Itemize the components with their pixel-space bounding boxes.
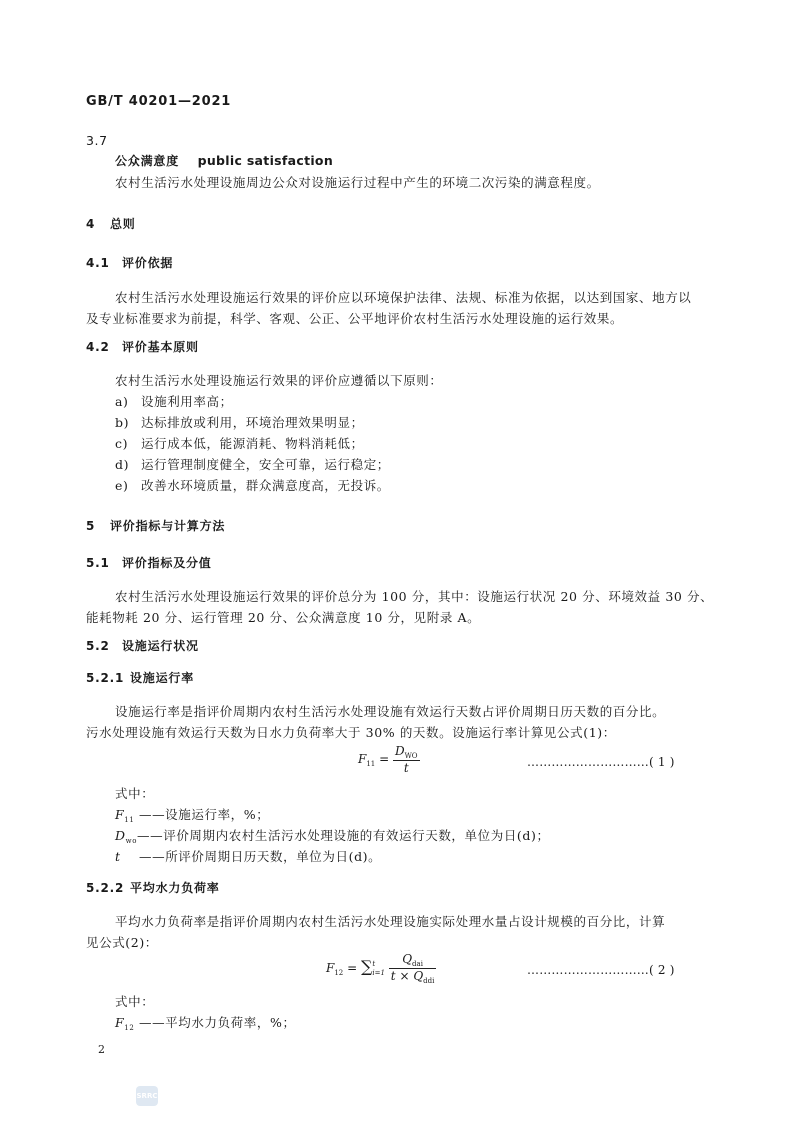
- formula-1-fraction: $\frac{D_{WO}}{t}$: [394, 744, 418, 775]
- where-label-2: 式中：: [115, 994, 155, 1009]
- standard-code: GB/T 40201—2021: [86, 94, 232, 109]
- section-5-2-1-heading: 5.2.1 设施运行率: [86, 671, 195, 685]
- formula-2-fraction: $\frac{Q_{dai}}{t \times Q_{ddi}}$: [390, 952, 435, 985]
- section-5-1-para-line-1: 农村生活污水处理设施运行效果的评价总分为 100 分，其中：设施运行状况 20 分、环境效益 30 分、: [115, 589, 714, 604]
- section-4-1-heading: 4.1 评价依据: [86, 256, 174, 270]
- formula-1-leader: …………………………( 1 ): [527, 755, 675, 769]
- variable-definition: $F_{12}$ ——平均水力负荷率，%；: [115, 1015, 296, 1032]
- section-4-2-intro: 农村生活污水处理设施运行效果的评价应遵循以下原则：: [115, 373, 443, 388]
- formula-2: $F_{12}$ = ∑ t i=1 $\frac{Q_{dai}}{t \times Q_{ddi}}$: [326, 952, 435, 985]
- list-item: c) 运行成本低，能源消耗、物料消耗低；: [115, 436, 364, 451]
- formula-2-leader: …………………………( 2 ): [527, 963, 675, 977]
- variable-definition: $D_{wo}——$评价周期内农村生活污水处理设施的有效运行天数，单位为日(d)；: [115, 828, 550, 845]
- section-5-2-2-para-line-2: 见公式(2)：: [86, 935, 158, 950]
- term-en: public satisfaction: [197, 153, 334, 168]
- list-item: d) 运行管理制度健全，安全可靠，运行稳定；: [115, 457, 390, 472]
- term-entry: [115, 153, 333, 169]
- list-item: e) 改善水环境质量，群众满意度高，无投诉。: [115, 478, 390, 493]
- section-4-1-para-line-1: 农村生活污水处理设施运行效果的评价应以环境保护法律、法规、标准为依据，以达到国家、地方以: [115, 290, 692, 305]
- term-definition: 农村生活污水处理设施周边公众对设施运行过程中产生的环境二次污染的满意程度。: [115, 175, 600, 190]
- section-5-1-heading: 5.1 评价指标及分值: [86, 556, 212, 570]
- variable-definition: t ——所评价周期日历天数，单位为日(d)。: [115, 849, 382, 864]
- section-5-2-2-para-line-1: 平均水力负荷率是指评价周期内农村生活污水处理设施实际处理水量占设计规模的百分比，计算: [115, 914, 666, 929]
- formula-1: $F_{11}$ = $\frac{D_{WO}}{t}$: [358, 744, 418, 775]
- section-3-7-number: 3.7: [86, 133, 108, 148]
- list-item: b) 达标排放或利用，环境治理效果明显；: [115, 415, 364, 430]
- section-5-2-heading: 5.2 设施运行状况: [86, 639, 199, 653]
- list-item: a) 设施利用率高；: [115, 394, 233, 409]
- page-number: 2: [98, 1043, 106, 1056]
- section-5-2-2-heading: 5.2.2 平均水力负荷率: [86, 881, 220, 895]
- section-5-2-1-para-line-1: 设施运行率是指评价周期内农村生活污水处理设施有效运行天数占评价周期日历天数的百分比。: [115, 704, 666, 719]
- section-4-2-heading: 4.2 评价基本原则: [86, 340, 199, 354]
- term-zh: 公众满意度: [115, 154, 180, 168]
- section-4-heading: 4 总则: [86, 217, 136, 231]
- section-4-1-para-line-2: 及专业标准要求为前提，科学、客观、公正、公平地评价农村生活污水处理设施的运行效果。: [86, 311, 624, 326]
- where-label-1: 式中：: [115, 786, 155, 801]
- watermark-logo: SRRC: [136, 1086, 158, 1106]
- section-5-2-1-para-line-2: 污水处理设施有效运行天数为日水力负荷率大于 30% 的天数。设施运行率计算见公式(1)：: [86, 725, 616, 740]
- section-5-1-para-line-2: 能耗物耗 20 分、运行管理 20 分、公众满意度 10 分，见附录 A。: [86, 610, 481, 625]
- section-5-heading: 5 评价指标与计算方法: [86, 519, 226, 533]
- variable-definition: $F_{11}$ ——设施运行率，%；: [115, 807, 270, 824]
